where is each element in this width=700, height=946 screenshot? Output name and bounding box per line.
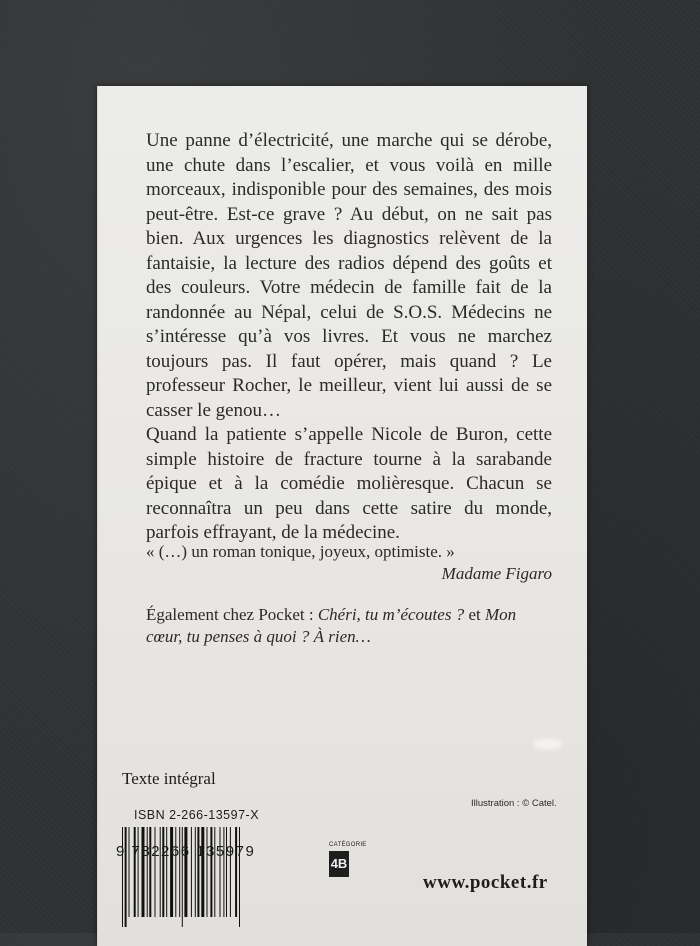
barcode-bar [214,827,215,917]
barcode-bar [191,827,192,917]
barcode-bar [220,827,221,917]
barcode-bar [129,827,130,917]
press-quote-source: Madame Figaro [441,564,552,583]
barcode-bar [184,827,187,917]
also-title-1: Chéri, tu m’écoutes ? [317,605,465,624]
barcode-bar [142,827,145,917]
barcode-bar [223,827,224,917]
illustration-credit: Illustration : © Catel. [471,798,557,809]
barcode-bar [162,827,164,917]
barcode-bar [138,827,139,917]
also-title-2: Mon cœur, tu penses à quoi ? À rien… [146,605,517,646]
barcode-bar [195,827,196,917]
barcode-bar [226,827,227,917]
barcode-bar [207,827,208,917]
category-badge: 4B [329,851,349,877]
barcode-bar [182,827,183,927]
also-available-prefix: Également chez Pocket : [146,605,318,624]
barcode-bar [125,827,127,927]
barcode-bar [179,827,180,917]
barcode-bar [235,827,237,917]
also-available [146,604,552,648]
website-url: www.pocket.fr [423,872,548,893]
barcode-bar [175,827,176,917]
barcode-bar [149,827,151,917]
press-quote-text: « (…) un roman tonique, joyeux, optimiste. » [146,542,455,561]
press-quote [146,541,552,585]
barcode-bar [122,827,123,927]
blurb-text [146,129,552,546]
book-back-cover [97,86,587,946]
barcode-bar [166,827,167,917]
barcode-digits: 9 782266 135979 [116,843,256,860]
barcode-bar [170,827,173,917]
barcode-bar [197,827,199,917]
also-connector: et [464,605,485,624]
barcode-bar [201,827,204,917]
barcode-bar [160,827,161,917]
blurb-paragraph-2: Quand la patiente s’appelle Nicole de Buron, cette simple histoire de fracture tourne à la sarabande épique et à la comédie molièresque. Chacun se reconnaîtra un peu dans cette satire du monde, parfois effrayant, de la médecine. [146,424,552,543]
category-label: CATÉGORIE [329,842,367,848]
barcode-bar [155,827,156,917]
barcode-bar [230,827,231,917]
barcode-bar [239,827,240,927]
barcode-bar [134,827,136,917]
edition-note: Texte intégral [122,769,216,788]
isbn-number: ISBN 2-266-13597-X [134,808,260,822]
blurb-paragraph-1: Une panne d’électricité, une marche qui se dérobe, une chute dans l’escalier, et vous voilà en mille morceaux, indisponible pour des semaines, des mois peut-être. Est-ce grave ? Au début, on ne sait pas bien. Aux urgences les diagnostics relèvent de la fantaisie, la lecture des radios dépend des goûts et des couleurs. Votre médecin de famille fait de la randonnée au Népal, celui de S.O.S. Médecins ne s’intéresse qu’à vos livres. Et vous ne marchez toujours pas. Il faut opérer, mais quand ? Le professeur Rocher, le meilleur, vient lui aussi de se casser le genou… [146,130,552,421]
barcode-bar [147,827,148,917]
barcode-bar [210,827,212,917]
cover-smudge [533,738,563,750]
